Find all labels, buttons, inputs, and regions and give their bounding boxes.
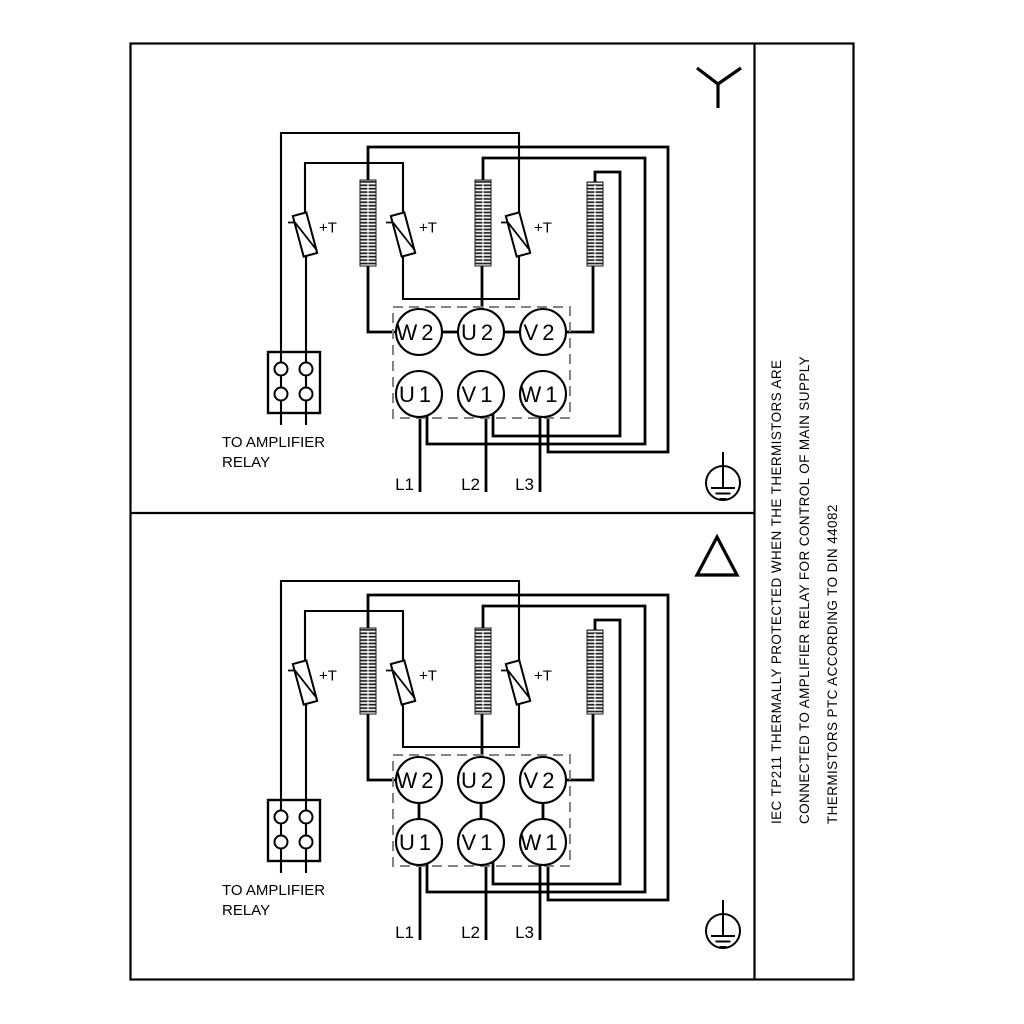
star-connection-icon	[697, 68, 741, 108]
panel-delta	[222, 537, 740, 948]
side-note	[763, 355, 847, 824]
panel-star	[222, 68, 741, 500]
side-note-line: IEC TP211 THERMALLY PROTECTED WHEN THE THERMISTORS ARE	[769, 359, 784, 824]
side-note-line: THERMISTORS PTC ACCORDING TO DIN 44082	[825, 504, 840, 824]
delta-connection-icon	[697, 537, 737, 575]
side-note-line: CONNECTED TO AMPLIFIER RELAY FOR CONTROL OF MAIN SUPPLY	[797, 355, 812, 824]
